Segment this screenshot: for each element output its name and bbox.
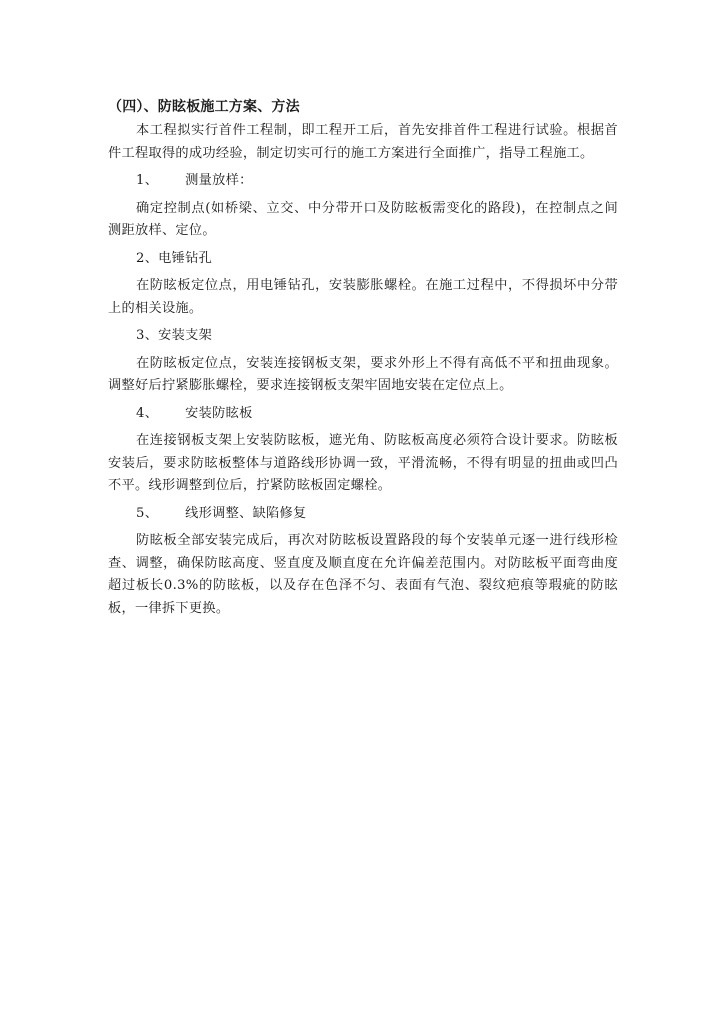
subsection-title-3: 3、安装支架 xyxy=(136,328,213,343)
subsection-title-4: 4、 安装防眩板 xyxy=(136,405,253,421)
subsection-title-1: 1、 测量放样： xyxy=(136,173,253,188)
subsection-body-1: 确定控制点(如桥梁、立交、中分带开口及防眩板需变化的路段)，在控制点之间测距放样、定位。 xyxy=(108,200,618,238)
subsection-body-5: 防眩板全部安装完成后，再次对防眩板设置路段的每个安装单元逐一进行线形检查、调整，确保防眩高度、竖直度及顺直度在允许偏差范围内。对防眩板平面弯曲度超过板长0.3%的防眩板，以及存在色泽不匀、表面有气泡、裂纹疤痕等瑕疵的防眩板，一律拆下更换。 xyxy=(108,533,618,616)
subsection-title-5: 5、 线形调整、缺陷修复 xyxy=(136,505,307,521)
section-heading: （四）、防眩板施工方案、方法 xyxy=(108,99,300,115)
document-page xyxy=(108,96,618,620)
subsection-title-2: 2、电锤钻孔 xyxy=(136,250,213,266)
subsection-body-4: 在连接钢板支架上安装防眩板，遮光角、防眩板高度必须符合设计要求。防眩板安装后，要求防眩板整体与道路线形协调一致，平滑流畅，不得有明显的扭曲或凹凸不平。线形调整到位后，拧紧防眩板固定螺栓。 xyxy=(108,433,618,493)
subsection-body-3: 在防眩板定位点，安装连接钢板支架，要求外形上不得有高低不平和扭曲现象。调整好后拧紧膨胀螺栓，要求连接钢板支架牢固地安装在定位点上。 xyxy=(108,355,618,393)
subsection-body-2: 在防眩板定位点，用电锤钻孔，安装膨胀螺栓。在施工过程中，不得损坏中分带上的相关设施。 xyxy=(108,278,618,316)
intro-paragraph: 本工程拟实行首件工程制，即工程开工后，首先安排首件工程进行试验。根据首件工程取得的成功经验，制定切实可行的施工方案进行全面推广，指导工程施工。 xyxy=(108,123,618,161)
